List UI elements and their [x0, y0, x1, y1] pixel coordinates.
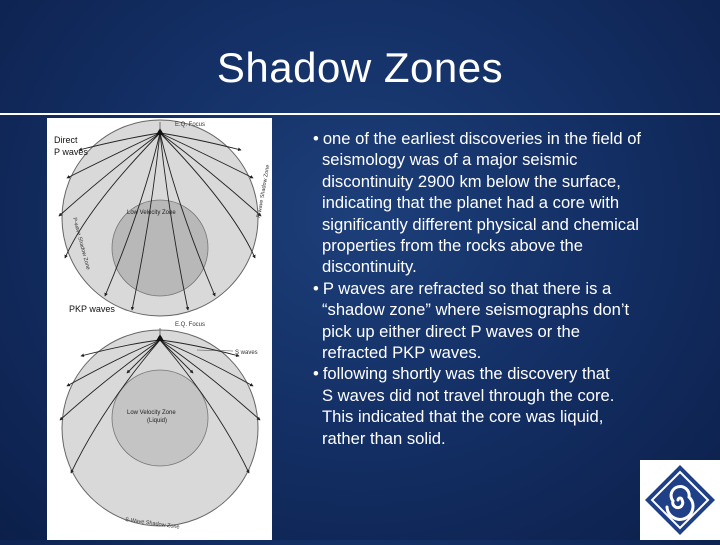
top-focus-label: E.Q. Focus: [175, 122, 206, 128]
top-earth-cross-section: [59, 120, 261, 316]
slide-title: Shadow Zones: [216, 44, 504, 91]
left-shadow-label: P-wave Shadow Zone: [71, 216, 91, 271]
bottom-core-label-line2: (Liquid): [147, 418, 168, 424]
s-waves-label: S waves: [235, 350, 258, 356]
bullet-text-line: P waves are refracted so that there is a: [322, 278, 612, 298]
bullet-text-line: one of the earliest discoveries in the field of: [322, 129, 642, 148]
bottom-earth-cross-section: [60, 328, 260, 526]
bullet-text-line: “shadow zone” where seismographs don’t: [322, 300, 630, 320]
bottom-core-label-line1: Low Velocity Zone: [127, 410, 176, 416]
logo-mark: [640, 460, 720, 540]
top-core-label: Low Velocity Zone: [127, 210, 176, 216]
shadow-zone-figure: [47, 118, 272, 540]
bullet-item: [300, 128, 692, 278]
bullet-text-line: significantly different physical and chemical: [322, 214, 639, 234]
bullet-text-line: following shortly was the discovery that: [322, 364, 610, 384]
bullet-text-line: discontinuity 2900 km below the surface,: [322, 171, 621, 191]
bullet-list: [300, 128, 692, 449]
bullet-item: [300, 278, 692, 364]
bullet-text-line: refracted PKP waves.: [322, 343, 482, 363]
shadow-zone-diagram: [47, 118, 272, 540]
pkp-label: PKP waves: [69, 304, 115, 314]
bullet-marker: •: [313, 278, 319, 298]
bullet-text-line: rather than solid.: [322, 428, 446, 448]
bullet-text-line: properties from the rocks above the: [322, 236, 584, 256]
bullet-text-line: This indicated that the core was liquid,: [322, 407, 604, 427]
bullet-marker: •: [313, 364, 319, 384]
bottom-shadow-label: S-Wave Shadow Zone: [124, 517, 180, 531]
bullet-text-line: discontinuity.: [322, 257, 417, 277]
title-divider: [0, 113, 720, 115]
bullet-text-line: pick up either direct P waves or the: [322, 321, 580, 341]
bottom-focus-label: E.Q. Focus: [175, 322, 206, 328]
spiral-diamond-logo-icon: [640, 460, 720, 540]
bullet-item: [300, 363, 692, 449]
direct-p-label-line2: P waves: [54, 147, 88, 157]
bullet-text-line: indicating that the planet had a core with: [322, 193, 620, 213]
direct-p-label-line1: Direct: [54, 135, 78, 145]
bullet-text-line: seismology was of a major seismic: [322, 150, 578, 170]
bullet-text-line: S waves did not travel through the core.: [322, 385, 615, 405]
bullet-marker: •: [313, 129, 319, 148]
right-shadow-label: P-wave Shadow Zone: [256, 164, 272, 219]
